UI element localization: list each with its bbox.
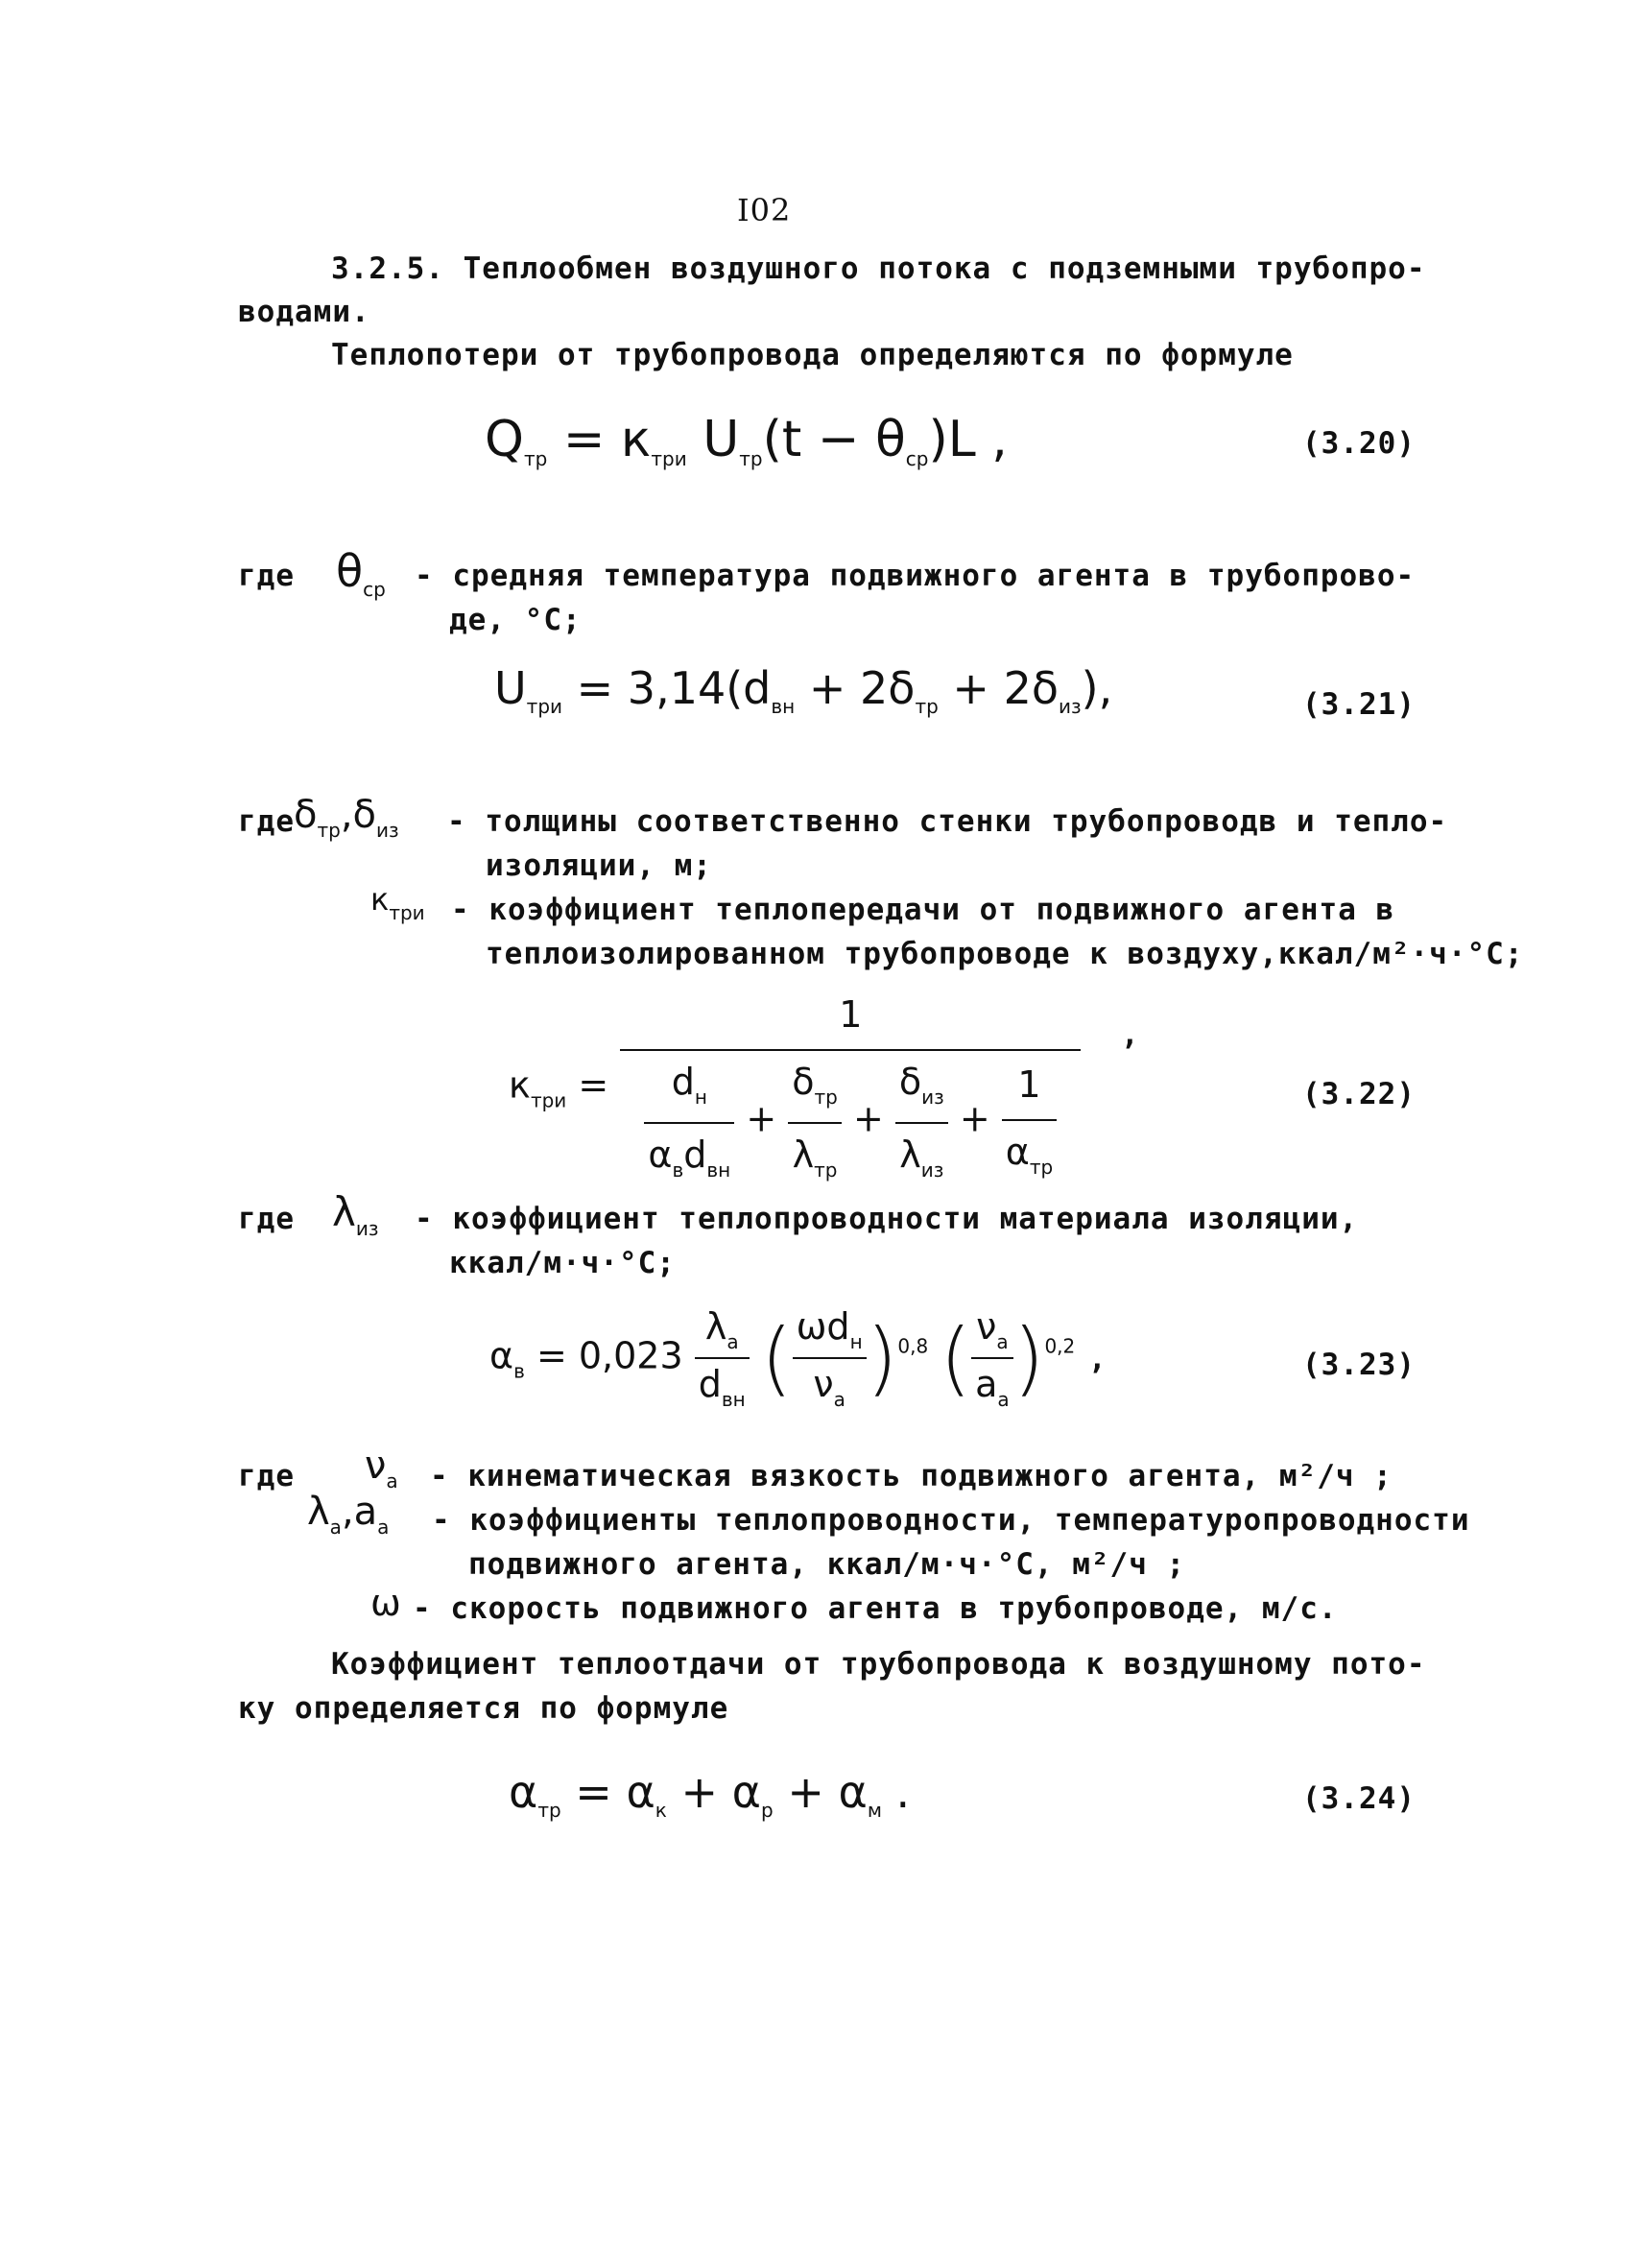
where-theta-line1: - средняя температура подвижного агента в трубопрово- bbox=[415, 559, 1416, 593]
where-theta-line2: де, °С; bbox=[449, 603, 582, 637]
symbol-delta-tr-iz: $\delta_{тр},\delta_{из}$ bbox=[294, 793, 399, 842]
where-lambda-line2: ккал/м·ч·°С; bbox=[449, 1246, 676, 1280]
where-delta-line2: изоляции, м; bbox=[486, 848, 712, 883]
where-la-line2: подвижного агента, ккал/м·ч·°С, м²/ч ; bbox=[468, 1547, 1186, 1582]
where-la-line1: - коэффициенты теплопроводности, температуропроводности bbox=[432, 1503, 1470, 1538]
where-label-nu: где bbox=[238, 1459, 295, 1493]
section-title-line2: водами. bbox=[238, 295, 370, 329]
equation-3-23: $\alpha_в = 0,023$ $\frac{\lambda_а}{d_{вн}}$ ( $\frac{\omega d_н}{\nu_а}$ )$^{0,8}$ ( $\frac{\nu_а}{a_а}$ )$^{0,2}$ bbox=[489, 1305, 1076, 1411]
symbol-omega: ω bbox=[370, 1582, 401, 1624]
page-number: I02 bbox=[737, 192, 792, 228]
section-title-line1: 3.2.5. Теплообмен воздушного потока с подземными трубопро- bbox=[331, 251, 1426, 286]
equation-number-3-21: (3.21) bbox=[1302, 687, 1416, 722]
symbol-lambda-iz: $\lambda_{из}$ bbox=[332, 1188, 379, 1240]
where-label-theta: где bbox=[238, 559, 295, 593]
equation-3-21: $U_{три} = 3,14(d_{вн} + 2\delta_{тр} + 2\delta_{из})$, bbox=[494, 662, 1113, 718]
intro-text: Теплопотери от трубопровода определяются по формуле bbox=[331, 338, 1294, 372]
equation-number-3-22: (3.22) bbox=[1302, 1077, 1416, 1111]
equation-3-22-comma: , bbox=[1121, 1017, 1140, 1052]
where-omega-line1: - скорость подвижного агента в трубопроводе, м/с. bbox=[413, 1591, 1338, 1626]
symbol-lambda-a-a-a: $\lambda_а,a_а$ bbox=[307, 1490, 390, 1539]
equation-3-23-comma: , bbox=[1088, 1342, 1107, 1376]
where-k-line1: - коэффициент теплопередачи от подвижного агента в bbox=[451, 893, 1395, 927]
symbol-theta-sr: $\theta_{ср}$ bbox=[336, 545, 386, 601]
equation-3-24: $\alpha_{тр} = \alpha_к + \alpha_р + \alpha_м$ . bbox=[509, 1766, 911, 1822]
equation-number-3-24: (3.24) bbox=[1302, 1781, 1416, 1816]
where-nu-line1: - кинематическая вязкость подвижного агента, м²/ч ; bbox=[430, 1459, 1393, 1493]
symbol-nu-a: $\nu_а$ bbox=[365, 1444, 398, 1492]
symbol-k-tri: $к_{три}$ bbox=[370, 881, 425, 924]
equation-number-3-20: (3.20) bbox=[1302, 426, 1416, 461]
equation-number-3-23: (3.23) bbox=[1302, 1348, 1416, 1382]
closing-line1: Коэффициент теплоотдачи от трубопровода к воздушному пото- bbox=[331, 1647, 1426, 1682]
where-k-line2: теплоизолированном трубопроводе к воздуху,ккал/м²·ч·°С; bbox=[486, 937, 1524, 971]
where-lambda-line1: - коэффициент теплопроводности материала изоляции, bbox=[415, 1202, 1359, 1236]
closing-line2: ку определяется по формуле bbox=[238, 1691, 729, 1726]
equation-3-22: $к_{три}$ = 1 $\frac{d_н}{\alpha_вd_{вн}}$ + $\frac{\delta_{тр}}{\lambda_{тр}}$ + $\frac{\delta_{из}}{\lambda_{из}}$ + $\frac{1}{\alpha_{тр}}$ bbox=[509, 993, 1081, 1182]
where-delta-line1: - толщины соответственно стенки трубопроводв и тепло- bbox=[447, 804, 1448, 839]
where-label-lambda: где bbox=[238, 1202, 295, 1236]
equation-3-20: $Q_{тр} = к_{три}$ $U_{тр}(t - \theta_{ср})L$ , bbox=[485, 411, 1008, 470]
where-label-delta: где bbox=[238, 804, 295, 839]
